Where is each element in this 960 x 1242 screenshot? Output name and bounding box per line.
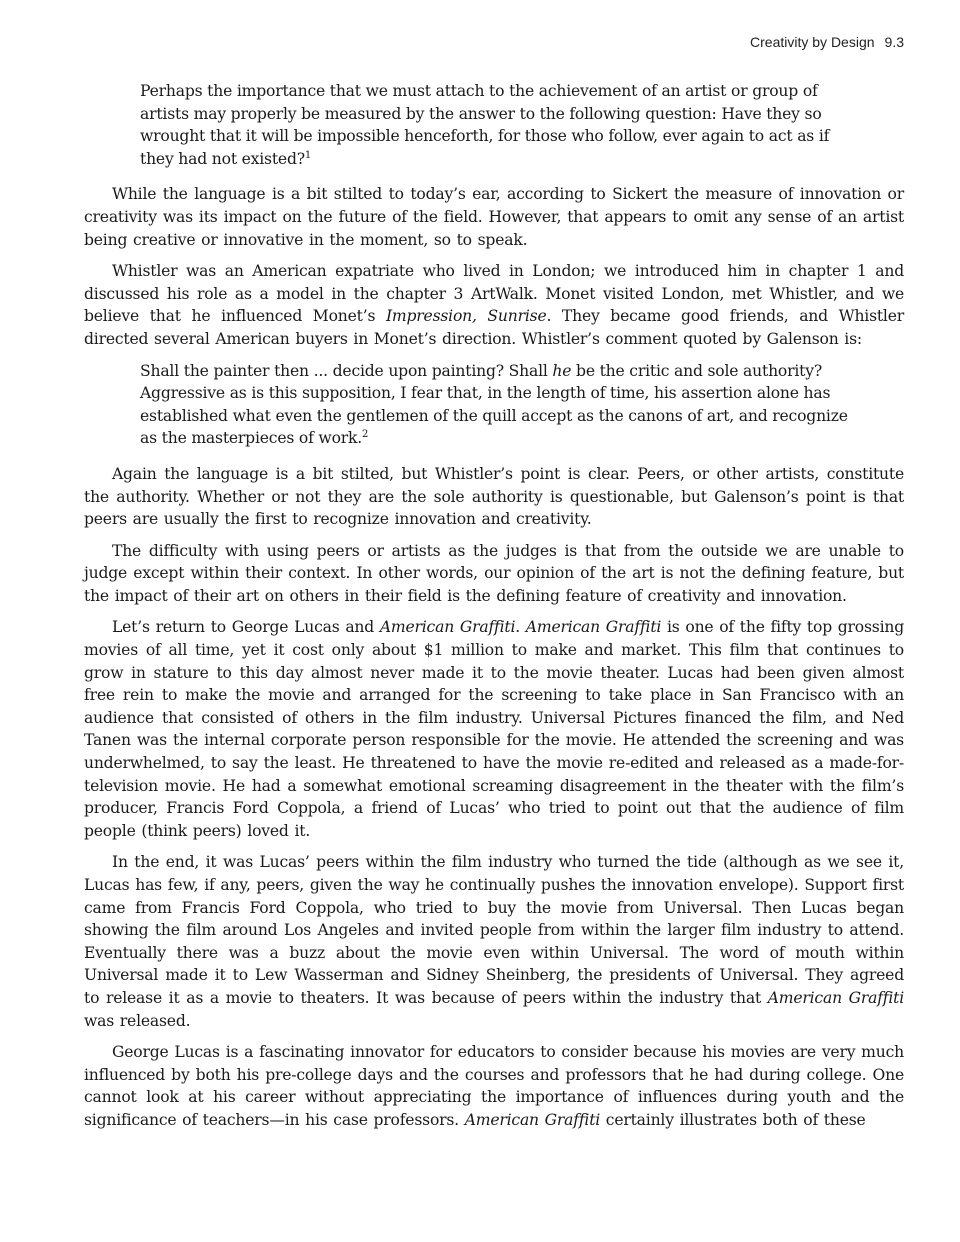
- paragraph: [84, 851, 904, 1032]
- paragraph: [84, 260, 904, 350]
- paragraph: [84, 616, 904, 842]
- emphasis: he: [552, 361, 572, 380]
- artwork-title: Impression, Sunrise: [385, 307, 547, 326]
- text-run: George Lucas is a fascinating innovator for educators to consider because his movies are very much influenced by both his pre-college days and the courses and professors that he had during college. One cannot look at his career without appreciating the importance of influences during youth and the significance of teachers—in his case professors.: [84, 1043, 904, 1129]
- paragraph: Again the language is a bit stilted, but Whistler’s point is clear. Peers, or other artists, constitute the authority. Whether or not they are the sole authority is questionable, but Galenson’s point is that peers are usually the first to recognize innovation and creativity.: [84, 464, 904, 529]
- quote-text: be the critic and sole authority? Aggressive as is this supposition, I fear that, in the length of time, his assertion alone has established what even the gentlemen of the quill accept as the canons of art, and recognize as the masterpieces of work.: [140, 361, 848, 448]
- paragraph: [84, 1041, 904, 1131]
- page-number: 9.3: [884, 34, 904, 50]
- block-quote-whistler: [140, 360, 848, 450]
- text-run: Whistler was an American expatriate who lived in London; we introduced him in chapter 1 and discussed his role as a model in the chapter 3 ArtWalk. Monet visited London, met Whistler, and we believe that he influenced Monet’s: [84, 262, 904, 326]
- block-quote-sickert: [140, 80, 848, 170]
- film-title: American Graffiti: [767, 988, 904, 1007]
- film-title: American Graffiti: [464, 1110, 601, 1129]
- footnote-marker[interactable]: 2: [362, 429, 369, 441]
- body-text: [84, 80, 904, 1141]
- text-run: is one of the fifty top grossing movies of all time, yet it cost only about $1 million to make and market. This film that continues to grow in stature to this day almost never made it to the movie theater. Lucas had been given almost free rein to make the movie and arranged for the screening to take place in San Francisco with an audience that consisted of others in the film industry. Universal Pictures financed the film, and Ned Tanen was the internal corporate person responsible for the movie. He attended the screening and was underwhelmed, to say the least. He threatened to have the movie re-edited and released as a made-for-television movie. He had a somewhat emotional screaming disagreement in the theater with the film’s producer, Francis Ford Coppola, a friend of Lucas’ who tried to point out that the audience of film people (think peers) loved it.: [84, 618, 905, 840]
- film-title: American Graffiti: [379, 618, 516, 637]
- running-header: [750, 34, 904, 50]
- text-run: .: [515, 618, 526, 637]
- running-title: Creativity by Design: [750, 34, 875, 50]
- footnote-marker[interactable]: 1: [304, 149, 312, 161]
- film-title: American Graffiti: [525, 618, 662, 637]
- paragraph: The difficulty with using peers or artists as the judges is that from the outside we are unable to judge except within their context. In other words, our opinion of the art is not the defining feature, but the impact of their art on others in their field is the defining feature of creativity and innovation.: [84, 541, 904, 605]
- text-run: Let’s return to George Lucas and: [112, 618, 380, 637]
- text-run: was released.: [84, 1011, 191, 1030]
- quote-text: Perhaps the importance that we must attach to the achievement of an artist or group of artists may properly be measured by the answer to the following question: Have they so wrought that it will be impossible henceforth, for those who follow, ever again to act as if they had not existed?: [140, 82, 830, 168]
- text-run: In the end, it was Lucas’ peers within the film industry who turned the tide (although as we see it, Lucas has few, if any, peers, given the way he continually pushes the innovation envelope). Support first came from Francis Ford Coppola, who tried to buy the movie from Universal. Then Lucas began showing the film around Los Angeles and invited people from within the larger film industry to attend. Eventually there was a buzz about the movie even within Universal. The word of mouth within Universal made it to Lew Wasserman and Sidney Sheinberg, the presidents of Universal. They agreed to release it as a movie to theaters. It was because of peers within the industry that: [84, 853, 904, 1007]
- text-run: . They became good friends, and Whistler directed several American buyers in Monet’s direction. Whistler’s comment quoted by Galenson is:: [84, 307, 905, 348]
- quote-text: Shall the painter then ... decide upon painting? Shall: [140, 361, 553, 380]
- paragraph: While the language is a bit stilted to today’s ear, according to Sickert the measure of innovation or creativity was its impact on the future of the field. However, that appears to omit any sense of an artist being creative or innovative in the moment, so to speak.: [84, 185, 904, 249]
- text-run: certainly illustrates both of these: [600, 1110, 866, 1129]
